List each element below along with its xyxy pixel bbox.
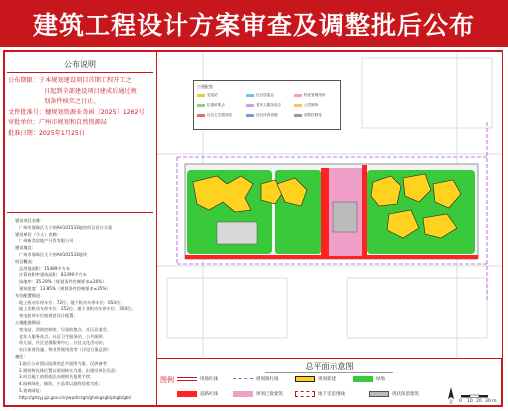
notice-panel	[5, 52, 155, 405]
legend-swatch	[294, 104, 302, 107]
divider	[7, 212, 153, 213]
scale-tick: 0	[459, 399, 462, 404]
detail-line: 绿地率：35.29%（规划条件控制要求≥30%）	[19, 279, 107, 285]
detail-line: 幼儿园、社区党群服务中心、社区文化活动站、	[19, 340, 107, 346]
legend-item-existing-building: 现状保留建筑	[369, 391, 419, 397]
notice-fields	[8, 76, 153, 140]
north-label: 北	[449, 399, 453, 404]
legend-swatch	[246, 104, 254, 107]
map-legend-item: 社区卫生服务站	[197, 113, 232, 118]
detail-line: 5.查询网址：	[19, 387, 44, 393]
divider	[7, 72, 153, 73]
map-legend-item: 老年人服务站点	[246, 103, 281, 108]
detail-section-heading: 备注：	[15, 353, 28, 359]
detail-section-heading: 车位配置情况：	[15, 292, 45, 298]
detail-section-heading: 建设项目名称：	[15, 218, 45, 223]
legend-swatch	[246, 94, 254, 97]
legend-swatch	[295, 391, 315, 397]
legend-item-basement-line: 地下室范围线	[295, 391, 345, 397]
legend-swatch	[177, 391, 197, 397]
legend-item-planned-road: 规划路红线	[233, 376, 279, 382]
scale-bar	[443, 385, 499, 405]
scale-tick: 20	[476, 399, 482, 404]
detail-line: http://ghzyj.gz.gov.cn/ywpd/csgh/ghxkgsgb/phgb/gbl/	[19, 394, 132, 400]
legend-swatch	[177, 377, 197, 381]
detail-line: 变电站、消防控制室、垃圾收集点、社区居委会、	[19, 326, 112, 332]
field-label: 审批单位：	[8, 119, 39, 127]
legend-swatch	[369, 391, 389, 397]
legend-swatch	[233, 391, 253, 397]
legend-item-road: 道路红线	[177, 391, 218, 397]
detail-section-heading: 项目概况：	[15, 258, 36, 264]
notice-field-date	[8, 129, 153, 140]
map-legend-item: 物业管理用房	[294, 93, 326, 98]
legend-swatch	[353, 376, 373, 382]
detail-line: 2.建筑物具体位置以规划核实为准，由建设单位负责；	[19, 367, 120, 373]
detail-line: 总用地面积：15489平方米	[19, 265, 71, 271]
detail-line: 充电桩停车位按规范设计配置；	[19, 313, 78, 319]
legend-item-approved-building: 规划已批建筑	[233, 391, 283, 397]
map-legend-item: 社区居委会	[246, 93, 274, 98]
map-legend-title: 公建配套	[197, 84, 213, 89]
scale-tick: 30 m	[485, 399, 497, 404]
detail-line: 老年人服务站点、社区卫生服务站、公共厕所、	[19, 333, 107, 339]
legend-swatch	[294, 94, 302, 97]
field-label: 公布期限：	[8, 77, 39, 84]
field-value: 于本规划建设项目首期工程开工之	[38, 77, 132, 84]
field-value-continued: 划条件核实之日止。	[44, 98, 100, 106]
map-legend-item: 垃圾收集点	[197, 103, 225, 108]
legend-item-new-building: 规划新建	[295, 376, 336, 382]
notice-heading: 公布说明	[64, 60, 96, 69]
field-label: 文件批准号：	[8, 108, 46, 116]
site-plan-map	[156, 52, 502, 358]
legend-swatch	[233, 378, 253, 381]
detail-line: 广州新美房地产开发有限公司	[19, 238, 74, 244]
bottom-legend	[156, 358, 501, 405]
page-title: 建筑工程设计方案审查及调整批后公布	[0, 0, 508, 47]
site-plan-title: 总平面示意图	[305, 362, 354, 371]
legend-swatch	[295, 376, 315, 382]
notice-field-authority	[8, 118, 153, 129]
notice-field-period	[8, 76, 153, 87]
map-legend-item: 公共厕所	[294, 103, 318, 108]
detail-line: 4.园林绿化、铺装、小品等以最终验收为准；	[19, 381, 103, 387]
detail-line: 3.项目施工前须依法办理相关报建手续；	[19, 374, 95, 380]
scale-tick: 10	[467, 399, 473, 404]
legend-label: 图例	[160, 376, 174, 384]
divider	[265, 372, 393, 373]
field-label: 批准日期：	[8, 129, 39, 137]
detail-line: 广州市海珠区大干围AH101533地块	[19, 251, 88, 257]
field-value: 广州市规划和自然资源局	[38, 119, 107, 127]
legend-item-site-boundary: 用地红线	[177, 376, 218, 382]
detail-line: 地上机动车停车位：72位；地下机动车停车位：654位；	[19, 299, 125, 305]
detail-line: 计算容积率建筑面积：83399平方米	[19, 272, 87, 278]
project-details	[15, 218, 153, 402]
legend-swatch	[197, 114, 205, 117]
legend-swatch	[294, 114, 302, 117]
detail-line: 地上非机动车停车位：252位；地下非机动车停车位：350位；	[19, 306, 136, 312]
legend-swatch	[197, 94, 205, 97]
legend-swatch	[246, 114, 254, 117]
detail-line: 社区体育设施、物业管理用房等（详见方案总图）	[19, 347, 112, 353]
field-value: 2025年1月25日	[38, 129, 86, 137]
map-legend-item: 消防控制室	[294, 113, 322, 118]
map-legend-item: 社区体育设施	[246, 113, 278, 118]
notice-field-approval-number	[8, 108, 153, 119]
field-value: 穗规划资源业务函〔2025〕1262号	[45, 108, 145, 116]
map-legend-item: 变电站	[197, 93, 218, 98]
detail-section-heading: 建设地点：	[15, 245, 36, 251]
map-legend	[193, 80, 341, 130]
detail-section-heading: 公建配套情况：	[15, 319, 45, 325]
detail-line: 1.批后公布图以批准的总平面图为准，仅供参考；	[19, 360, 111, 366]
detail-line: 广州市海珠区大干围AH101533地块项目设计方案	[19, 224, 113, 230]
legend-swatch	[197, 104, 205, 107]
detail-section-heading: 建设单位（个人）名称：	[15, 231, 62, 237]
detail-line: 建筑密度：13.85%（规划条件控制要求≤35%）	[19, 285, 111, 291]
legend-item-green: 绿地	[353, 376, 385, 382]
field-value-continued: 日起到全部建设项目建成后通过规	[44, 87, 137, 95]
